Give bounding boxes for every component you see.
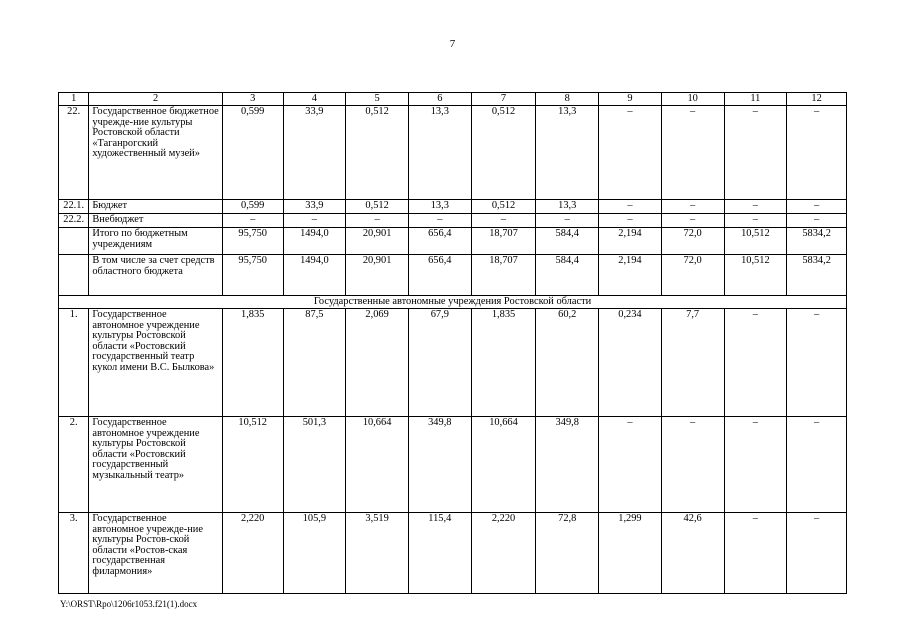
row-value: –: [222, 214, 283, 228]
row-value: 10,512: [724, 228, 787, 255]
row-value: –: [787, 106, 847, 200]
row-value: 10,512: [724, 255, 787, 296]
row-value: –: [661, 200, 724, 214]
row-number: [59, 228, 89, 255]
row-value: 13,3: [536, 200, 599, 214]
row-value: 95,750: [222, 255, 283, 296]
row-value: –: [599, 417, 662, 513]
column-header: 8: [536, 93, 599, 106]
row-value: 2,194: [599, 255, 662, 296]
row-number: 2.: [59, 417, 89, 513]
row-value: 1494,0: [283, 255, 346, 296]
row-value: 20,901: [346, 228, 409, 255]
column-header: 4: [283, 93, 346, 106]
table-row: [59, 417, 847, 513]
row-name: Бюджет: [89, 200, 223, 214]
row-value: 42,6: [661, 513, 724, 594]
column-header: 7: [471, 93, 536, 106]
row-value: 584,4: [536, 255, 599, 296]
table-row: [59, 513, 847, 594]
row-number: 22.2.: [59, 214, 89, 228]
row-value: 3,519: [346, 513, 409, 594]
row-name: Государственное автономное учреждение культуры Ростовской области «Ростовский государственный театр кукол имени В.С. Былкова»: [89, 309, 223, 417]
row-value: –: [408, 214, 471, 228]
page-number: 7: [449, 38, 456, 50]
row-value: –: [724, 214, 787, 228]
row-value: 5834,2: [787, 228, 847, 255]
row-value: 67,9: [408, 309, 471, 417]
table-row: [59, 309, 847, 417]
row-value: 1,835: [471, 309, 536, 417]
row-value: 0,234: [599, 309, 662, 417]
row-value: 10,664: [346, 417, 409, 513]
row-value: 5834,2: [787, 255, 847, 296]
row-value: –: [661, 106, 724, 200]
row-value: 60,2: [536, 309, 599, 417]
row-value: 72,0: [661, 255, 724, 296]
row-number: [59, 255, 89, 296]
row-value: 13,3: [408, 106, 471, 200]
row-value: –: [599, 200, 662, 214]
row-value: 584,4: [536, 228, 599, 255]
row-value: 501,3: [283, 417, 346, 513]
row-value: 13,3: [536, 106, 599, 200]
row-name: Внебюджет: [89, 214, 223, 228]
row-value: 0,512: [471, 200, 536, 214]
row-value: –: [661, 214, 724, 228]
row-value: –: [724, 200, 787, 214]
row-value: 87,5: [283, 309, 346, 417]
row-value: 18,707: [471, 255, 536, 296]
row-value: 1,835: [222, 309, 283, 417]
column-header: 3: [222, 93, 283, 106]
row-value: 2,220: [222, 513, 283, 594]
row-value: 0,512: [471, 106, 536, 200]
row-value: –: [661, 417, 724, 513]
row-value: –: [787, 513, 847, 594]
row-value: 10,664: [471, 417, 536, 513]
row-value: 72,8: [536, 513, 599, 594]
column-header: 6: [408, 93, 471, 106]
row-value: 0,599: [222, 106, 283, 200]
row-number: 3.: [59, 513, 89, 594]
column-header: 9: [599, 93, 662, 106]
row-value: 0,599: [222, 200, 283, 214]
row-name: Государственное бюджетное учрежде-ние культуры Ростовской области «Таганрогский художественный музей»: [89, 106, 223, 200]
row-value: 33,9: [283, 200, 346, 214]
row-value: 95,750: [222, 228, 283, 255]
row-value: 1,299: [599, 513, 662, 594]
row-value: –: [536, 214, 599, 228]
table-row: [59, 255, 847, 296]
row-value: –: [724, 106, 787, 200]
data-table: [58, 92, 847, 594]
row-value: –: [599, 106, 662, 200]
column-header: 5: [346, 93, 409, 106]
row-value: 105,9: [283, 513, 346, 594]
header-row: [59, 93, 847, 106]
row-number: 22.1.: [59, 200, 89, 214]
row-value: 33,9: [283, 106, 346, 200]
column-header: 1: [59, 93, 89, 106]
row-value: 20,901: [346, 255, 409, 296]
row-value: –: [599, 214, 662, 228]
row-value: –: [283, 214, 346, 228]
column-header: 11: [724, 93, 787, 106]
row-value: 72,0: [661, 228, 724, 255]
row-value: –: [787, 309, 847, 417]
row-value: –: [346, 214, 409, 228]
row-name: Государственное автономное учреждение культуры Ростовской области «Ростовский государственный музыкальный театр»: [89, 417, 223, 513]
row-value: 7,7: [661, 309, 724, 417]
row-value: 13,3: [408, 200, 471, 214]
row-number: 1.: [59, 309, 89, 417]
row-value: –: [471, 214, 536, 228]
row-number: 22.: [59, 106, 89, 200]
column-header: 10: [661, 93, 724, 106]
row-name: Итого по бюджетным учреждениям: [89, 228, 223, 255]
row-value: 10,512: [222, 417, 283, 513]
row-value: 656,4: [408, 228, 471, 255]
footer-file-path: Y:\ORST\Rpo\1206r1053.f21(1).docx: [60, 599, 198, 609]
row-value: –: [724, 417, 787, 513]
section-title: Государственные автономные учреждения Ростовской области: [59, 296, 847, 309]
row-value: 2,220: [471, 513, 536, 594]
table-row: [59, 200, 847, 214]
section-row: [59, 296, 847, 309]
row-value: 2,194: [599, 228, 662, 255]
row-value: 1494,0: [283, 228, 346, 255]
row-value: 349,8: [408, 417, 471, 513]
row-value: –: [724, 513, 787, 594]
row-value: 0,512: [346, 106, 409, 200]
row-value: 115,4: [408, 513, 471, 594]
row-name: Государственное автономное учрежде-ние культуры Ростов-ской области «Ростов-ская государственная филармония»: [89, 513, 223, 594]
row-value: 656,4: [408, 255, 471, 296]
row-value: –: [724, 309, 787, 417]
row-value: 0,512: [346, 200, 409, 214]
row-value: –: [787, 214, 847, 228]
table-row: [59, 214, 847, 228]
column-header: 2: [89, 93, 223, 106]
row-value: 349,8: [536, 417, 599, 513]
table-row: [59, 106, 847, 200]
row-value: –: [787, 417, 847, 513]
column-header: 12: [787, 93, 847, 106]
table-row: [59, 228, 847, 255]
row-value: 2,069: [346, 309, 409, 417]
row-value: 18,707: [471, 228, 536, 255]
row-name: В том числе за счет средств областного бюджета: [89, 255, 223, 296]
row-value: –: [787, 200, 847, 214]
